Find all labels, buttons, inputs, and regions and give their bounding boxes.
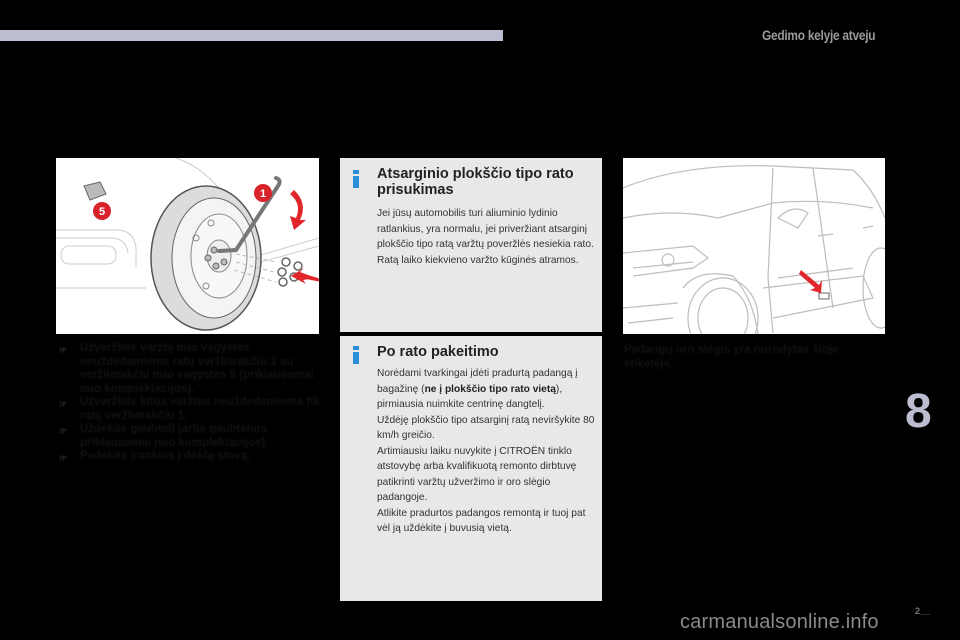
wheel-fitting-icon: [56, 158, 319, 334]
instruction-list: [56, 342, 328, 464]
info-box-title: Atsarginio plokščio tipo rato prisukimas: [377, 166, 574, 198]
info-icon: [353, 170, 359, 188]
info-box-body: Jei jūsų automobilis turi aliuminio lydinio ratlankius, yra normalu, jei priveržiant atsarginį plokščio tipo ratą varžtų poveržlės nesiekia rato. Ratą laiko kiekvieno varžto kūginės atramos.: [377, 208, 594, 266]
pointing-hand-icon: ☞: [59, 453, 68, 463]
pointing-hand-icon: ☞: [59, 345, 68, 355]
chapter-number: 8: [905, 385, 932, 438]
spare-wheel-illustration: [56, 158, 319, 334]
svg-text:5: 5: [98, 206, 106, 218]
info-box-after-wheel-change: [340, 336, 602, 601]
pointing-hand-icon: ☞: [59, 426, 68, 436]
info-icon: [353, 346, 359, 364]
info-box-spare-wheel-fitting: [340, 158, 602, 332]
instruction-item: ☞ Užveržkite kitus varžtus neuždedamiems tik ratų veržliarakčiu 1.: [59, 396, 320, 422]
tyre-pressure-caption: Padangų oro slėgis yra nurodytas šioje etiketėje.: [624, 344, 839, 370]
emphasis-text: ne į plokščio tipo rato vietą: [424, 383, 556, 395]
section-title: Gedimo kelyje atveju: [762, 27, 876, 43]
svg-text:1: 1: [259, 188, 267, 200]
instruction-item: ☞ Užveržkite varžtą nuo vagystės neuždedamiems ratų veržliarakčiu 1 su veržliarakčiu nuo vagystės 5 (priklausomai nuo komplektacijos).: [59, 342, 314, 395]
car-side-illustration: [623, 158, 885, 334]
header-accent-bar: [0, 30, 503, 41]
instruction-item: ☞ Uždėkite gaubtelį (arba gaubtelius, priklausomai nuo komplektacijos).: [59, 423, 270, 449]
pointing-hand-icon: ☞: [59, 399, 68, 409]
page-number: 2__: [915, 606, 931, 616]
info-box-body: Norėdami tvarkingai įdėti pradurtą padangą į bagažinę (ne į plokščio tipo rato vietą), pirmiausia nuimkite centrinę dangtelį. Uždėję plokščio tipo atsarginį ratą neviršykite 80 km/h greičio. Artimiausiu laiku nuvykite į CITROËN tinklo atstovybę arba kvalifikuotą remonto dirbtuvę patikrinti varžtų užveržimo ir oro slėgio padangoje. Atlikite pradurtos padangos remontą ir tuoj pat vėl ją uždėkite į buvusią vietą.: [377, 368, 595, 534]
car-tyre-label-icon: [623, 158, 885, 334]
info-box-title: Po rato pakeitimo: [377, 344, 499, 360]
watermark: carmanualsonline.info: [680, 611, 879, 633]
instruction-item: ☞ Padėkite įrankius į dėklą-stovą.: [56, 450, 328, 464]
